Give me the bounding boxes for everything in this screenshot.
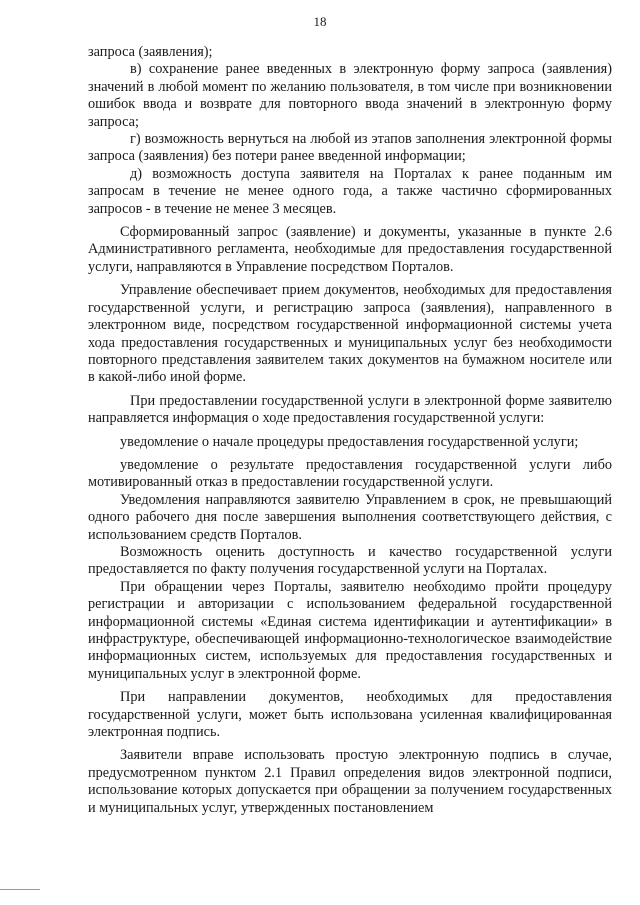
paragraph: Уведомления направляются заявителю Управлением в срок, не превышающий одного рабочего дня после завершения выполнения соответствующего действия, с использованием средств Порталов. <box>88 491 612 543</box>
paragraph: д) возможность доступа заявителя на Порталах к ранее поданным им запросам в течение не менее одного года, а также частично сформированных запросов - в течение не менее 3 месяцев. <box>88 165 612 217</box>
paragraph: уведомление о начале процедуры предоставления государственной услуги; <box>120 433 579 450</box>
document-body <box>88 44 612 817</box>
paragraph: уведомление о результате предоставления государственной услуги либо мотивированный отказ в предоставлении государственной услуги. <box>88 456 612 491</box>
paragraph: Сформированный запрос (заявление) и документы, указанные в пункте 2.6 Административного регламента, необходимые для предоставления государственной услуги, направляются в Управление посредством Порталов. <box>88 224 612 275</box>
paragraph: Возможность оценить доступность и качество государственной услуги предоставляется по факту получения государственной услуги на Порталах. <box>88 543 612 578</box>
paragraph: в) сохранение ранее введенных в электронную форму запроса (заявления) значений в любой момент по желанию пользователя, в том числе при возникновении ошибок ввода и возврате для повторного ввода значений в электронную форму запроса; <box>88 61 612 130</box>
paragraph: При предоставлении государственной услуги в электронной форме заявителю направляется информация о ходе предоставления государственной услуги: <box>88 392 612 427</box>
paragraph: Управление обеспечивает прием документов, необходимых для предоставления государственной услуги, и регистрацию запроса (заявления), направленного в электронном виде, посредством государственной информационной системы учета хода предоставления государственных и муниципальных услуг без необходимости повторного представления заявителем таких документов на бумажном носителе или в какой-либо иной форме. <box>88 282 612 386</box>
margin-rule <box>0 889 40 890</box>
paragraph: г) возможность вернуться на любой из этапов заполнения электронной формы запроса (заявления) без потери ранее введенной информации; <box>88 131 612 165</box>
paragraph: При обращении через Порталы, заявителю необходимо пройти процедуру регистрации и авторизации с использованием федеральной государственной информационной системы «Единая система идентификации и аутентификации» в инфраструктуре, обеспечивающей информационно-технологическое взаимодействие информационных систем, используемых для предоставления государственных и муниципальных услуг в электронной форме. <box>88 578 612 682</box>
paragraph: запроса (заявления); <box>88 44 213 60</box>
page-number: 18 <box>313 14 327 29</box>
paragraph: При направлении документов, необходимых для предоставления государственной услуги, может быть использована усиленная квалифицированная электронная подпись. <box>88 689 612 741</box>
paragraph: Заявители вправе использовать простую электронную подпись в случае, предусмотренном пунктом 2.1 Правил определения видов электронной подписи, использование которых допускается при обращении за получением государственных и муниципальных услуг, утвержденных постановлением <box>88 747 612 816</box>
